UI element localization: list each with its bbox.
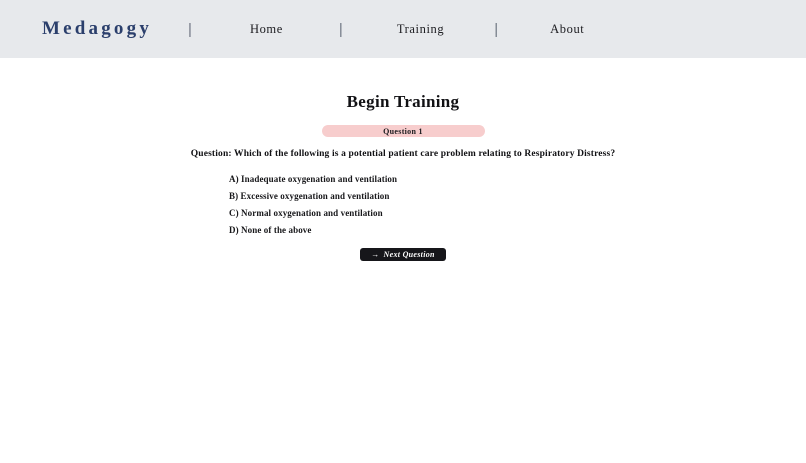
nav-separator-1: | [188, 20, 192, 38]
next-question-button-label: Next Question [383, 250, 435, 259]
navbar [0, 0, 806, 58]
nav-separator-3: | [494, 20, 499, 38]
answer-option-c[interactable]: C) Normal oxygenation and ventilation [229, 207, 383, 218]
nav-separator-2: | [338, 20, 343, 38]
question-text: Question: Which of the following is a potential patient care problem relating to Respiratory Distress? [190, 149, 616, 159]
next-question-button[interactable] [360, 248, 446, 261]
nav-item-training[interactable]: Training [396, 21, 445, 36]
next-button-container [0, 248, 806, 261]
answer-list [229, 170, 589, 238]
answer-option-a[interactable]: A) Inadequate oxygenation and ventilation [229, 173, 398, 184]
nav-links [188, 21, 584, 38]
arrow-right-icon: → [371, 249, 380, 259]
brand-logo[interactable]: Medagogy [42, 18, 153, 39]
page-title: Begin Training [346, 92, 460, 111]
nav-item-home[interactable]: Home [249, 21, 283, 36]
answer-option-b[interactable]: B) Excessive oxygenation and ventilation [229, 190, 390, 201]
main-content [0, 58, 806, 261]
answer-option-d[interactable]: D) None of the above [229, 224, 312, 235]
question-badge-container [0, 125, 806, 137]
question-number-badge: Question 1 [322, 125, 485, 137]
nav-item-about[interactable]: About [550, 21, 585, 36]
